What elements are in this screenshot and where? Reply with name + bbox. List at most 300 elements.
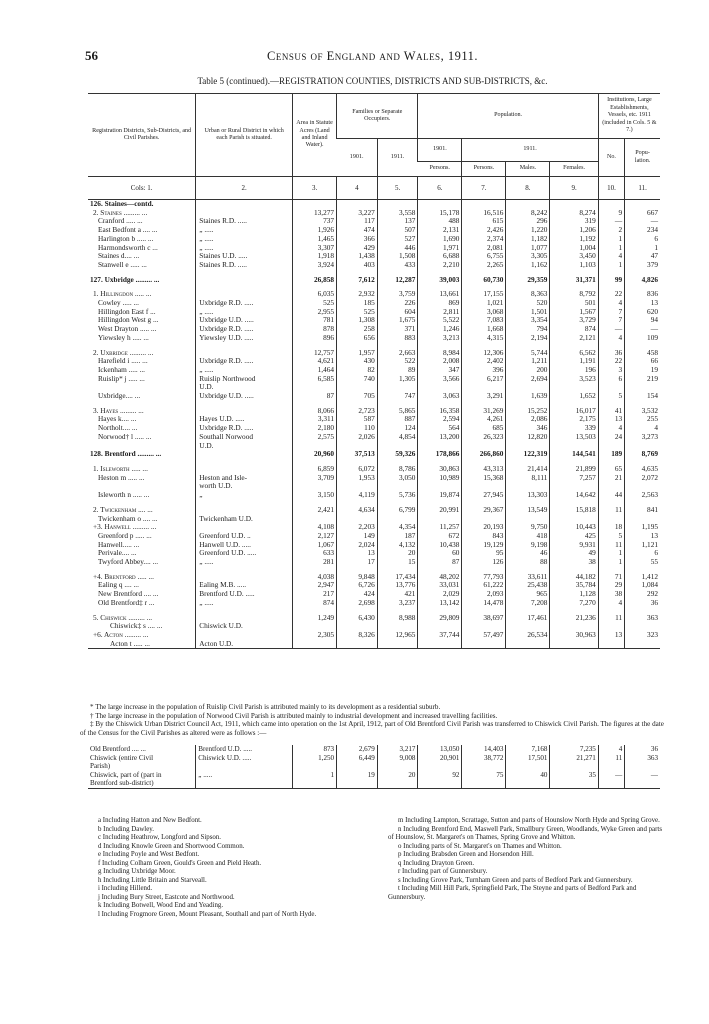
value-ino: 4 [598,745,624,754]
value-females: 1,191 [550,357,598,366]
urban-district: „ ..... [196,244,293,253]
value-p1901: 347 [418,366,462,375]
parish-name: +4. Brentford ..... ... [93,572,154,581]
urban-district: „ ..... [196,235,293,244]
value-males [506,779,550,788]
urban-district: Heston and Isle- [196,474,293,483]
value-p1911 [462,762,506,771]
value-f1911: 4,854 [377,433,418,442]
parish-name: Hillingdon East f ... [98,307,156,316]
value-p1901 [418,779,462,788]
value-p1911: 43,313 [462,465,506,474]
table-row [88,325,660,334]
column-number: 10. [598,177,624,200]
value-f1911: 9,008 [377,754,418,763]
value-f1911: 20 [377,549,418,558]
value-females [550,200,598,209]
table-row [88,392,660,401]
value-f1911: 89 [377,366,418,375]
value-area: 2,127 [293,532,337,541]
table-row [88,316,660,325]
table-row [88,375,660,384]
parish-name: Acton t ..... ... [88,640,196,649]
value-f1901 [337,200,378,209]
value-ipop: — [625,771,660,780]
value-ipop: — [625,325,660,334]
urban-district: Brentford U.D. ..... [196,590,293,599]
value-females: 7,257 [550,474,598,483]
value-females: 21,236 [550,614,598,623]
value-f1901: 366 [337,235,378,244]
value-ipop: 667 [625,209,660,218]
urban-district [196,573,293,582]
urban-district: Uxbridge R.D. ..... [196,299,293,308]
value-f1911: 3,050 [377,474,418,483]
value-f1901: 117 [337,217,378,226]
value-ino: 11 [598,614,624,623]
value-ipop: 47 [625,252,660,261]
value-p1901: 1,246 [418,325,462,334]
value-f1911: 446 [377,244,418,253]
table-row [88,622,660,631]
table-row [88,506,660,515]
table-row [88,541,660,550]
table-row [88,290,660,299]
value-ino [598,779,624,788]
value-males: 15,252 [506,407,550,416]
value-ino: 5 [598,532,624,541]
value-f1911: 507 [377,226,418,235]
value-p1901 [418,622,462,631]
value-ipop: 2,563 [625,491,660,500]
value-f1911 [377,200,418,209]
value-f1901: 430 [337,357,378,366]
value-males: 2,194 [506,334,550,343]
value-females: 874 [550,325,598,334]
value-p1911: 1,668 [462,325,506,334]
value-males [506,200,550,209]
col-header-persons-1901: Persons. [418,162,462,177]
value-ino: 7 [598,308,624,317]
urban-district: Acton U.D. [196,640,293,649]
footnote: n Including Brentford End, Maswell Park, Smallbury Green, Woodlands, Wyke Green and parts of Hounslow, St. Margaret's on Thames, Spring Grove and Whitton. [388,825,663,841]
value-p1901: 29,809 [418,614,462,623]
urban-district: Chiswick U.D. ..... [196,754,293,763]
value-area [293,515,337,524]
value-p1901: 2,131 [418,226,462,235]
value-f1901 [337,622,378,631]
parish-name: Ealing q .... ... [98,581,139,590]
value-p1901: 869 [418,299,462,308]
value-ino: 21 [598,474,624,483]
table-row [88,590,660,599]
value-ino [598,383,624,392]
value-ino: — [598,771,624,780]
value-p1901: 92 [418,771,462,780]
value-males: 965 [506,590,550,599]
value-females [550,779,598,788]
value-p1901: 488 [418,217,462,226]
value-area: 1,918 [293,252,337,261]
urban-district: Southall Norwood [196,433,293,442]
value-p1911: 31,269 [462,407,506,416]
value-females: 7,270 [550,599,598,608]
value-f1901: 37,513 [337,450,378,459]
census-table [88,93,660,649]
value-f1901: 9,848 [337,573,378,582]
value-ino: — [598,325,624,334]
value-ipop: 4 [625,424,660,433]
value-f1911: 1,305 [377,375,418,384]
value-p1901 [418,515,462,524]
value-area [293,200,337,209]
value-p1901: 33,031 [418,581,462,590]
footnote: j Including Bury Street, Eastcote and Northwood. [98,893,235,901]
value-ino: 71 [598,573,624,582]
value-ino: 22 [598,357,624,366]
value-f1901: 19 [337,771,378,780]
value-p1901: 1,971 [418,244,462,253]
parish-name: Chiswick‡ s .... ... [110,622,163,631]
value-females: 44,182 [550,573,598,582]
value-p1911: 29,367 [462,506,506,515]
col-header-urban: Urban or Rural District in which each Parish is situated. [196,94,293,177]
col-header-families-1911: 1911. [377,139,418,177]
value-f1911: 421 [377,590,418,599]
table-row [88,631,660,640]
urban-district: Uxbridge R.D. ..... [196,325,293,334]
value-p1901: 3,213 [418,334,462,343]
value-f1901 [337,779,378,788]
value-p1911: 19,129 [462,541,506,550]
value-p1911: 14,478 [462,599,506,608]
urban-district [196,523,293,532]
value-p1911: 2,265 [462,261,506,270]
value-p1901 [418,200,462,209]
value-p1901 [418,383,462,392]
parish-name: Chiswick, part of (part in [90,770,162,779]
value-ipop: 363 [625,614,660,623]
value-females: 49 [550,549,598,558]
value-ipop: 1 [625,244,660,253]
value-area [293,779,337,788]
value-p1901: 13,142 [418,599,462,608]
col-header-institutions: Institutions, Large Establishments, Vessels, etc. 1911 (included in Cols. 5 & 7.) [598,94,660,139]
value-females: 339 [550,424,598,433]
table-row [88,442,660,451]
value-area [293,383,337,392]
urban-district: U.D. [196,383,293,392]
value-males: 9,750 [506,523,550,532]
parish-name: Stanwell e ..... ... [98,260,147,269]
value-females: 319 [550,217,598,226]
value-p1911 [462,482,506,491]
value-f1901 [337,442,378,451]
value-ino: 11 [598,506,624,515]
value-f1901: 429 [337,244,378,253]
parish-name: Harmondsworth c ... [98,243,158,252]
urban-district [196,779,293,788]
value-ino: 189 [598,450,624,459]
parish-name: Old Brentford‡ r ... [98,598,155,607]
value-f1911: 6,799 [377,506,418,515]
value-ino: 4 [598,424,624,433]
col-header-pop-1911: 1911. [462,139,598,162]
value-ino: 4 [598,334,624,343]
value-f1911: 5,865 [377,407,418,416]
value-p1901 [418,442,462,451]
value-ipop: 3,532 [625,407,660,416]
value-p1911: 60,730 [462,276,506,285]
value-ipop [625,482,660,491]
value-p1901: 20,991 [418,506,462,515]
value-f1901: 110 [337,424,378,433]
note-ruislip: * The large increase in the population of Ruislip Civil Parish is attributed mainly to its development as a residential suburb. [90,703,441,711]
table-row [88,549,660,558]
urban-district: „ ..... [196,771,293,780]
parish-name [88,442,196,451]
value-area: 896 [293,334,337,343]
parish-name: Perivale.... ... [98,549,137,558]
value-ipop [625,515,660,524]
urban-district: Staines R.D. ..... [196,261,293,270]
table-row [88,532,660,541]
value-males: 8,363 [506,290,550,299]
value-ino: 11 [598,541,624,550]
value-area [293,622,337,631]
parish-name: East Bedfont a .... ... [98,226,158,235]
parish-name: 128. Brentford ......... ... [90,450,162,459]
value-p1911: 61,222 [462,581,506,590]
value-males: 5,744 [506,349,550,358]
value-ino: 44 [598,491,624,500]
value-area: 3,307 [293,244,337,253]
value-females: 3,450 [550,252,598,261]
value-area [293,482,337,491]
urban-district: Twickenham U.D. [196,515,293,524]
value-f1911: 3,558 [377,209,418,218]
col-header-families-1901: 1901. [337,139,378,177]
value-f1901: 474 [337,226,378,235]
value-ino: 6 [598,375,624,384]
value-males: 9,198 [506,541,550,550]
parish-name: +6. Acton ......... ... [93,630,149,639]
value-males: 8,242 [506,209,550,218]
table-row [88,482,660,491]
value-males: 3,354 [506,316,550,325]
value-f1901: 6,726 [337,581,378,590]
table-row [88,745,660,754]
footnote: d Including Knowle Green and Shortwood Common. [98,842,245,850]
urban-district: Ruislip Northwood [196,375,293,384]
value-females: 144,541 [550,450,598,459]
value-f1901: 13 [337,549,378,558]
value-area: 2,947 [293,581,337,590]
value-females: 15,818 [550,506,598,515]
value-p1901: 1,690 [418,235,462,244]
value-f1911: 522 [377,357,418,366]
value-females: 8,792 [550,290,598,299]
footnote: m Including Lampton, Scrattage, Sutton and parts of Hounslow North Hyde and Spring Grove. [398,817,660,824]
table-row [88,235,660,244]
urban-district [196,349,293,358]
value-ipop: 323 [625,631,660,640]
column-number: 11. [625,177,660,200]
value-area [293,640,337,649]
column-number: 7. [462,177,506,200]
value-ino: 13 [598,631,624,640]
value-area: 87 [293,392,337,401]
value-ino [598,640,624,649]
value-p1911: 2,426 [462,226,506,235]
value-f1911: 13,776 [377,581,418,590]
value-ino: 4 [598,299,624,308]
value-area: 781 [293,316,337,325]
value-area: 1,464 [293,366,337,375]
value-p1901: 11,257 [418,523,462,532]
urban-district: „ ..... [196,599,293,608]
value-ipop: 219 [625,375,660,384]
urban-district: Uxbridge R.D. ..... [196,357,293,366]
value-f1901: 2,203 [337,523,378,532]
value-p1901: 60 [418,549,462,558]
value-p1901: 10,989 [418,474,462,483]
parish-name: West Drayton ..... ... [98,325,157,334]
page-number: 56 [85,48,98,63]
value-males: 1,211 [506,357,550,366]
value-f1901: 525 [337,308,378,317]
value-p1901: 5,522 [418,316,462,325]
value-f1911: 887 [377,415,418,424]
value-f1901: 705 [337,392,378,401]
value-males [506,622,550,631]
value-ipop: 620 [625,308,660,317]
urban-district: „ ..... [196,366,293,375]
table-body [88,200,660,649]
value-area [293,442,337,451]
value-f1901 [337,762,378,771]
table-row [88,252,660,261]
value-ino: 29 [598,581,624,590]
value-f1911 [377,762,418,771]
value-males: 794 [506,325,550,334]
value-f1911 [377,622,418,631]
value-ipop: 292 [625,590,660,599]
value-f1901 [337,515,378,524]
value-area: 2,575 [293,433,337,442]
value-f1911: 8,988 [377,614,418,623]
value-ipop [625,442,660,451]
parish-name: 126. Staines—contd. [90,199,154,208]
urban-district [196,290,293,299]
value-ipop: 255 [625,415,660,424]
value-p1901: 20,901 [418,754,462,763]
value-f1901: 1,957 [337,349,378,358]
value-ino [598,442,624,451]
value-males: 40 [506,771,550,780]
value-f1911: 137 [377,217,418,226]
value-p1911: 77,793 [462,573,506,582]
value-p1911: 6,217 [462,375,506,384]
value-males: 21,414 [506,465,550,474]
value-females: 1,652 [550,392,598,401]
table-row [88,779,660,788]
value-f1901: 82 [337,366,378,375]
table-row [88,217,660,226]
table-row [88,383,660,392]
value-males: 346 [506,424,550,433]
value-p1911 [462,515,506,524]
value-ipop: 55 [625,558,660,567]
value-p1911: 3,291 [462,392,506,401]
value-ino: 13 [598,415,624,424]
urban-district [196,762,293,771]
value-p1901: 13,050 [418,745,462,754]
value-p1911: 17,155 [462,290,506,299]
urban-district: Greenford U.D. .. [196,532,293,541]
table-row [88,334,660,343]
value-males: 1,639 [506,392,550,401]
value-f1911: 59,326 [377,450,418,459]
value-ino: — [598,217,624,226]
value-females [550,482,598,491]
value-ino: 18 [598,523,624,532]
parish-name: Norwood† l ..... ... [98,432,152,441]
value-p1901: 19,874 [418,491,462,500]
value-p1911: 4,315 [462,334,506,343]
value-p1911: 14,403 [462,745,506,754]
col-header-males: Males. [506,162,550,177]
value-f1901 [337,640,378,649]
table-row [88,450,660,459]
value-males [506,762,550,771]
value-ino: 36 [598,349,624,358]
value-area: 4,038 [293,573,337,582]
value-ino: 4 [598,599,624,608]
value-ino: 38 [598,590,624,599]
value-f1911: 12,287 [377,276,418,285]
value-f1901: 2,679 [337,745,378,754]
table-row [88,276,660,285]
value-p1901: 16,358 [418,407,462,416]
table-row [88,771,660,780]
value-males: 17,461 [506,614,550,623]
value-ino: 11 [598,754,624,763]
value-males: 7,208 [506,599,550,608]
value-f1901: 656 [337,334,378,343]
column-number: 2. [196,177,293,200]
value-p1911: 26,323 [462,433,506,442]
value-f1911: 187 [377,532,418,541]
value-p1911: 16,516 [462,209,506,218]
column-number: 6. [418,177,462,200]
value-f1911: 3,217 [377,745,418,754]
urban-district: Uxbridge U.D. ..... [196,392,293,401]
value-ipop: 154 [625,392,660,401]
value-males: 12,820 [506,433,550,442]
value-males: 520 [506,299,550,308]
value-area: 1,067 [293,541,337,550]
table-row [88,261,660,270]
value-f1911: 226 [377,299,418,308]
value-p1901: 2,029 [418,590,462,599]
value-area: 2,955 [293,308,337,317]
value-f1901: 424 [337,590,378,599]
value-males: 1,162 [506,261,550,270]
urban-district: „ ..... [196,558,293,567]
value-p1901: 6,688 [418,252,462,261]
urban-district [196,450,293,459]
